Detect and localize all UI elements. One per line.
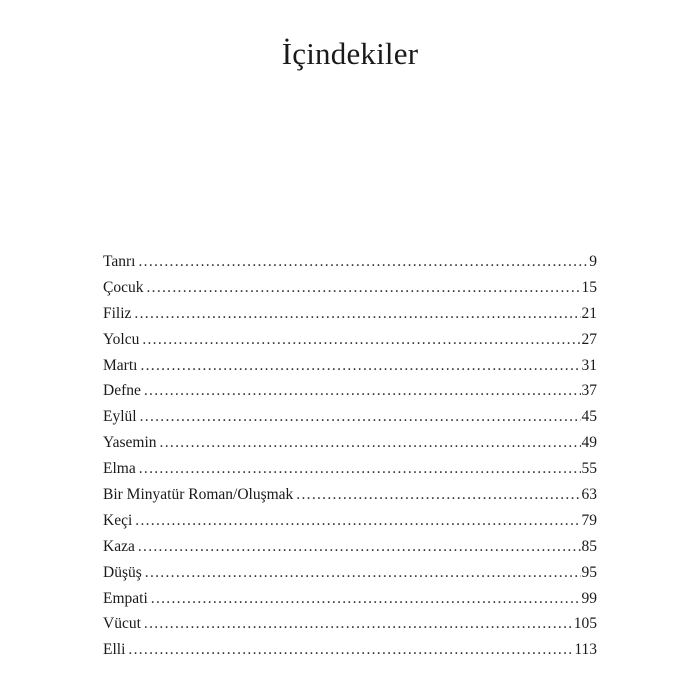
toc-entry-title: Defne [103,382,141,400]
toc-entry-page: 31 [581,356,597,374]
toc-entry-title: Tanrı [103,253,136,270]
toc-entry-page: 49 [581,434,597,452]
toc-entry-title: Keçi [103,511,133,529]
toc-entry [103,301,597,327]
toc-entry-title: Filiz [103,304,132,322]
toc-entry-page: 95 [581,563,597,581]
dot-leader [139,456,581,482]
dot-leader [138,534,581,560]
toc-entry-title: Yolcu [103,330,140,348]
dot-leader [146,275,580,301]
toc-entry-page: 45 [581,408,597,426]
dot-leader [296,482,580,508]
toc-entry [103,353,597,379]
toc-entry-page: 37 [581,382,597,400]
toc-entry-page: 79 [581,511,597,529]
toc-entry [103,404,597,430]
dot-leader [140,353,580,379]
toc-entry-page: 99 [581,589,597,607]
dot-leader [128,637,573,663]
dot-leader [134,301,580,327]
toc-entry-title: Düşüş [103,563,142,581]
toc-entry-page: 55 [581,460,597,478]
dot-leader [138,249,588,275]
dot-leader [142,327,580,353]
toc-entry-title: Kaza [103,537,135,555]
toc-entry [103,275,597,301]
dot-leader [144,378,581,404]
toc-entry [103,637,597,663]
toc-entry [103,560,597,586]
dot-leader [160,430,581,456]
toc-entry [103,327,597,353]
dot-leader [145,560,581,586]
toc-entry-title: Martı [103,356,138,374]
toc-entry-title: Elma [103,460,136,478]
toc-entry [103,378,597,404]
toc-entry [103,456,597,482]
toc-entry-title: Vücut [103,615,141,633]
table-of-contents [103,249,597,663]
toc-entry-page: 21 [581,304,597,322]
toc-entry [103,534,597,560]
dot-leader [151,586,581,612]
dot-leader [144,611,573,637]
page-title: İçindekiler [281,36,419,71]
toc-entry-page: 85 [581,537,597,555]
toc-entry-page: 15 [581,278,597,296]
toc-entry [103,611,597,637]
toc-entry-page: 105 [573,615,597,633]
toc-entry [103,482,597,508]
toc-entry-page: 27 [581,330,597,348]
dot-leader [140,404,581,430]
toc-entry [103,586,597,612]
toc-entry [103,249,597,275]
toc-entry-title: Yasemin [103,434,157,452]
toc-entry [103,430,597,456]
toc-entry [103,508,597,534]
toc-entry-title: Eylül [103,408,137,426]
toc-entry-page: 63 [581,486,597,504]
toc-entry-page: 113 [574,641,597,659]
toc-entry-title: Elli [103,641,126,659]
dot-leader [135,508,580,534]
toc-entry-title: Empati [103,589,148,607]
toc-entry-page: 9 [589,253,597,270]
toc-entry-title: Bir Minyatür Roman/Oluşmak [103,486,294,504]
toc-entry-title: Çocuk [103,278,144,296]
